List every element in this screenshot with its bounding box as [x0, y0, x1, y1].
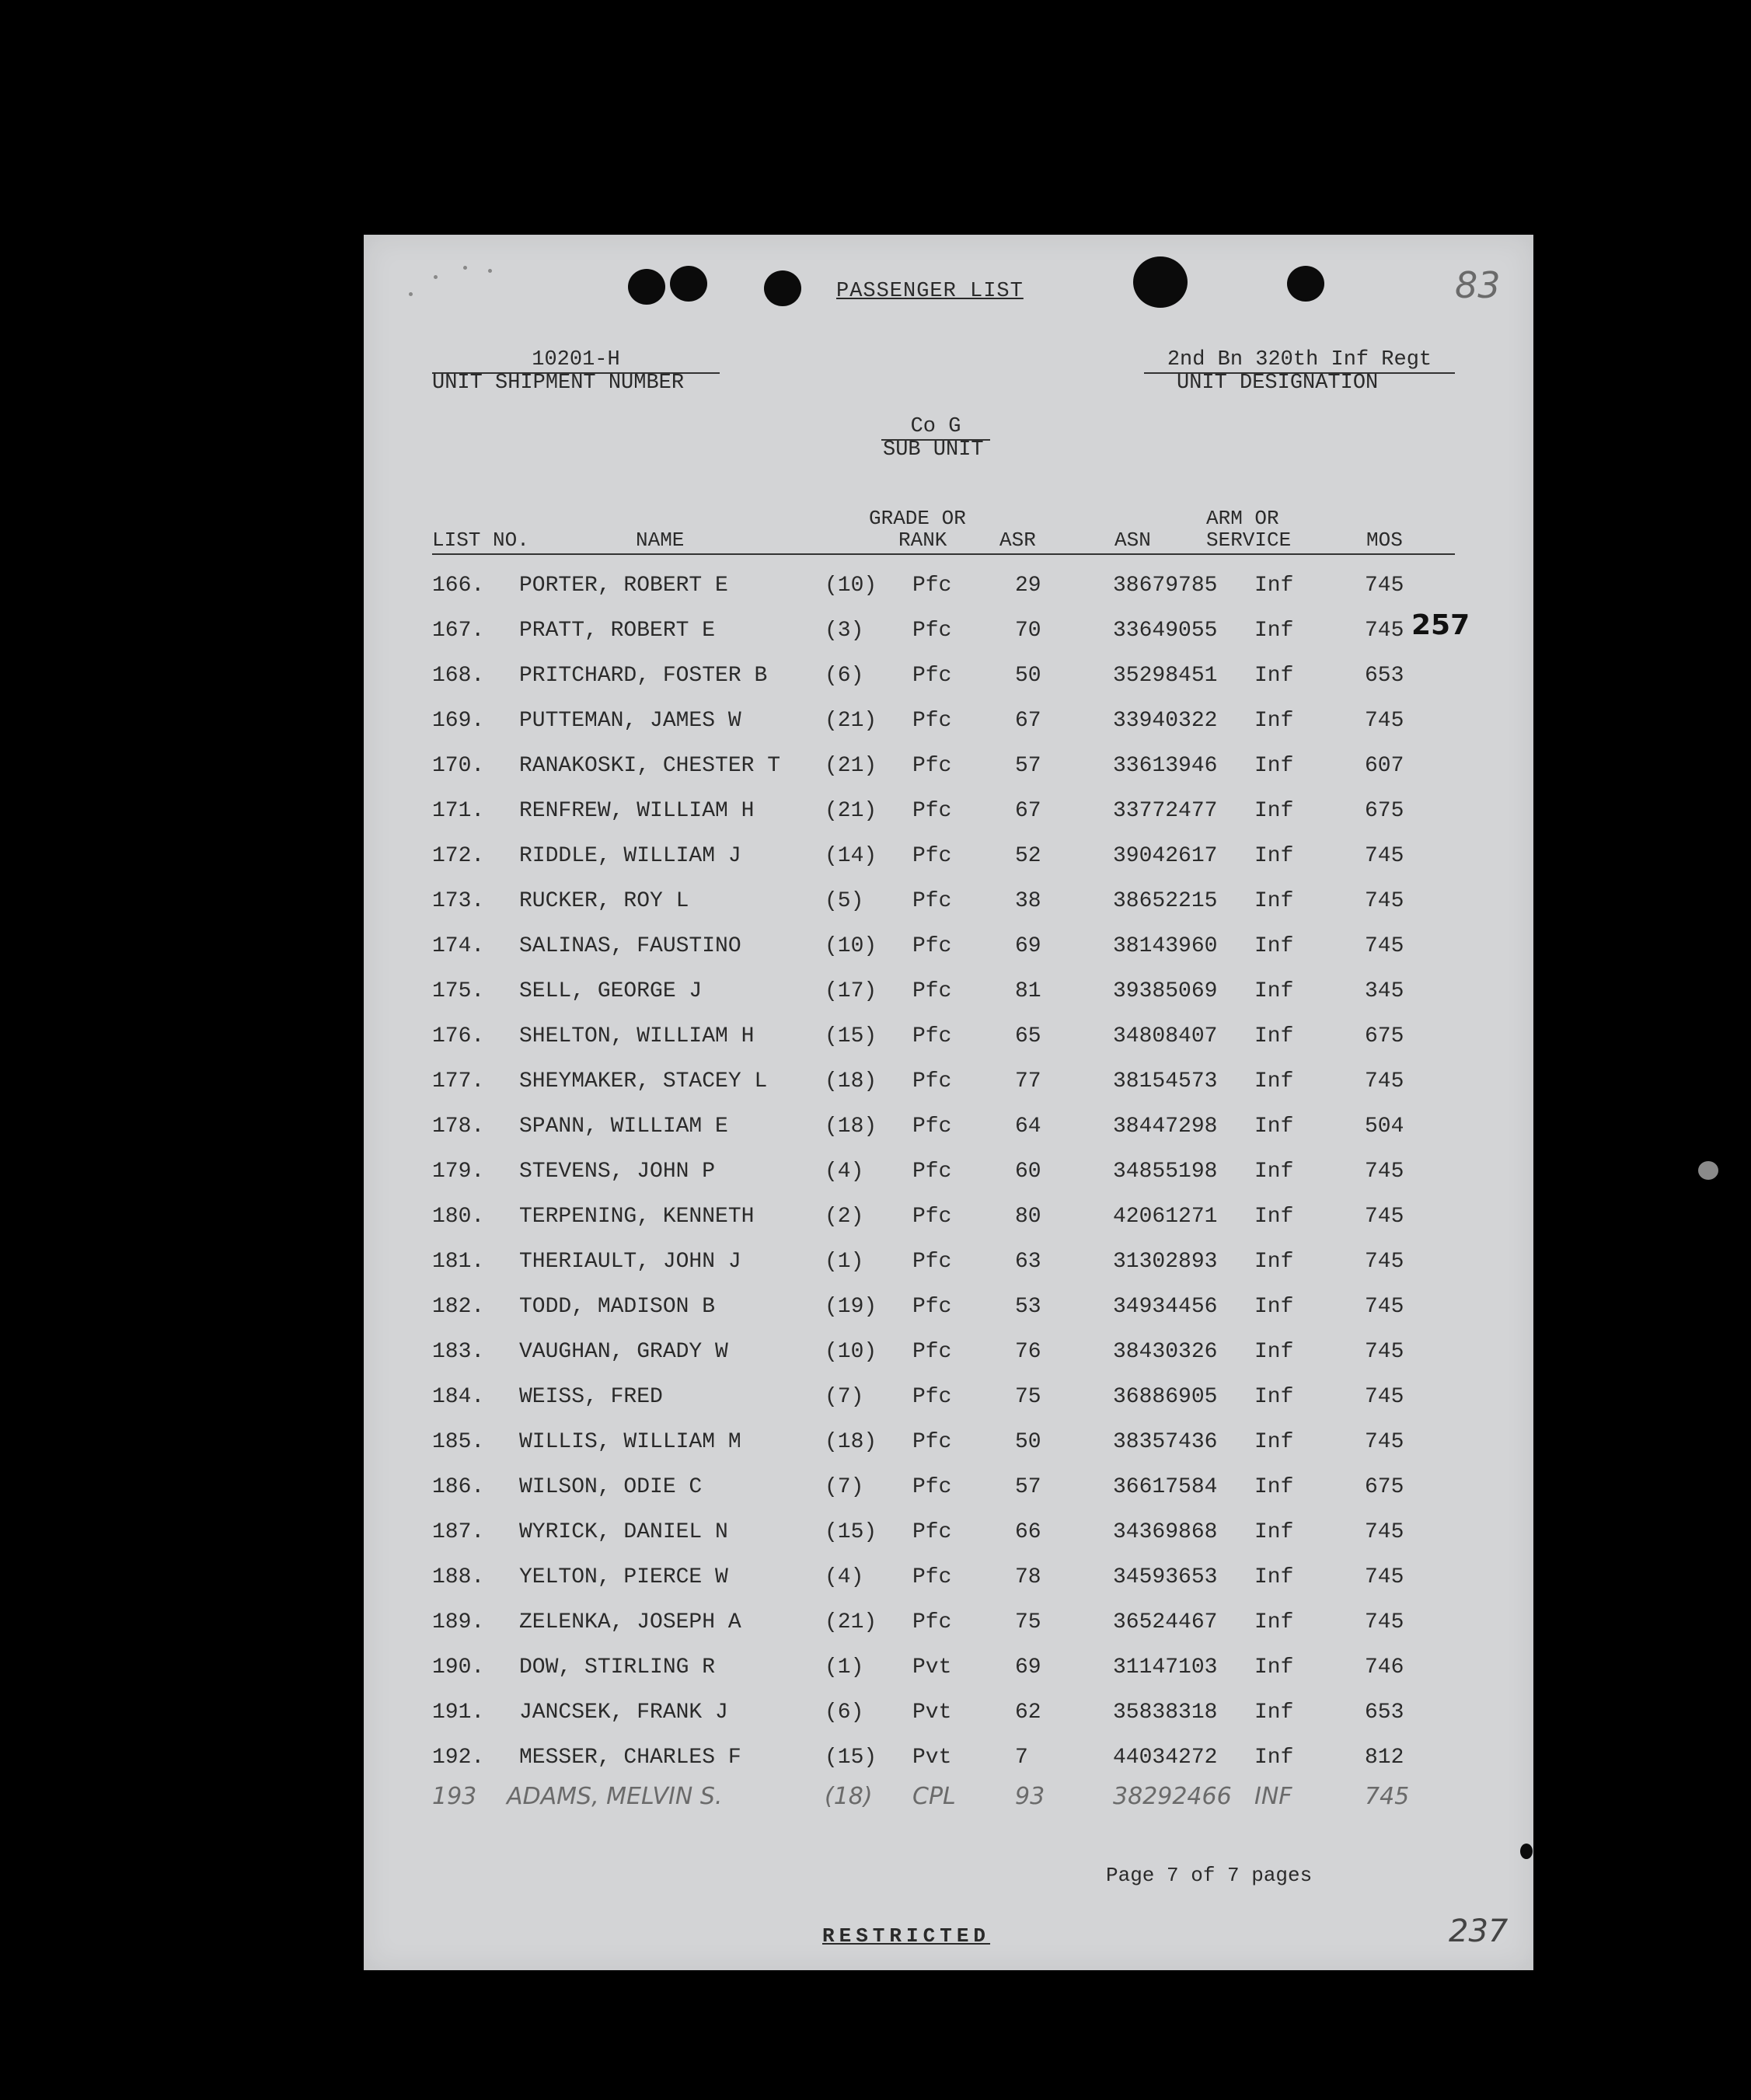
row-arm: Inf	[1254, 844, 1294, 868]
row-arm: Inf	[1254, 574, 1294, 598]
row-name: MESSER, CHARLES F	[519, 1746, 741, 1770]
row-asn: 35838318	[1113, 1701, 1218, 1725]
row-rank: Pfc	[912, 1340, 952, 1364]
row-grade: (15)	[825, 1746, 877, 1770]
table-row	[432, 1520, 1474, 1551]
row-name: SALINAS, FAUSTINO	[519, 934, 741, 958]
table-row	[432, 1024, 1474, 1055]
row-arm: Inf	[1254, 1701, 1294, 1725]
row-grade: (10)	[825, 934, 877, 958]
row-grade: (6)	[825, 664, 864, 688]
row-asr: 60	[1015, 1160, 1041, 1184]
row-rank: Pfc	[912, 619, 952, 643]
row-list-no: 190.	[432, 1655, 485, 1680]
row-mos: 745	[1365, 1205, 1404, 1229]
row-list-no: 186.	[432, 1475, 485, 1499]
row-list-no: 173.	[432, 889, 485, 913]
row-arm: Inf	[1254, 1205, 1294, 1229]
row-rank: Pfc	[912, 1295, 952, 1319]
row-grade: (7)	[825, 1385, 864, 1409]
row-rank: Pfc	[912, 1115, 952, 1139]
row-grade: (15)	[825, 1024, 877, 1048]
row-mos: 745	[1365, 1520, 1404, 1544]
row-grade: (18)	[825, 1069, 877, 1094]
page-info: Page 7 of 7 pages	[1106, 1864, 1313, 1887]
table-row	[432, 1069, 1474, 1101]
handwritten-row	[432, 1783, 1474, 1814]
row-asn: 38143960	[1113, 934, 1218, 958]
row-asr: 80	[1015, 1205, 1041, 1229]
row-grade: (21)	[825, 799, 877, 823]
row-asr: 75	[1015, 1385, 1041, 1409]
row-asr: 81	[1015, 979, 1041, 1003]
table-row	[432, 754, 1474, 785]
row-asr: 69	[1015, 1655, 1041, 1680]
table-row	[432, 1160, 1474, 1191]
row-asr: 38	[1015, 889, 1041, 913]
row-arm: Inf	[1254, 709, 1294, 733]
row-rank: Pfc	[912, 1160, 952, 1184]
row-mos: 653	[1365, 664, 1404, 688]
table-row	[432, 889, 1474, 920]
row-grade: (7)	[825, 1475, 864, 1499]
table-row	[432, 1701, 1474, 1732]
row-name: RANAKOSKI, CHESTER T	[519, 754, 781, 778]
table-row	[432, 979, 1474, 1010]
row-asn: 38292466	[1113, 1783, 1232, 1810]
row-asr: 29	[1015, 574, 1041, 598]
row-arm: Inf	[1254, 1385, 1294, 1409]
row-name: SHELTON, WILLIAM H	[519, 1024, 755, 1048]
speck	[1520, 1844, 1533, 1859]
row-mos: 345	[1365, 979, 1404, 1003]
row-grade: (5)	[825, 889, 864, 913]
classification-label: RESTRICTED	[822, 1924, 991, 1948]
row-list-no: 185.	[432, 1430, 485, 1454]
column-header-arm-line1: ARM OR	[1206, 507, 1279, 530]
row-asn: 36886905	[1113, 1385, 1218, 1409]
row-asn: 34808407	[1113, 1024, 1218, 1048]
row-name: SELL, GEORGE J	[519, 979, 703, 1003]
row-asn: 39385069	[1113, 979, 1218, 1003]
row-asr: 64	[1015, 1115, 1041, 1139]
row-name: RUCKER, ROY L	[519, 889, 689, 913]
row-asn: 38154573	[1113, 1069, 1218, 1094]
header-rule	[432, 553, 1455, 555]
row-list-no: 169.	[432, 709, 485, 733]
row-mos: 745	[1365, 709, 1404, 733]
table-row	[432, 1430, 1474, 1461]
row-name: ZELENKA, JOSEPH A	[519, 1610, 741, 1634]
sub-unit-label: SUB UNIT	[883, 438, 984, 462]
row-list-no: 174.	[432, 934, 485, 958]
column-header-grade-line1: GRADE OR	[869, 507, 966, 530]
row-grade: (21)	[825, 1610, 877, 1634]
row-arm: Inf	[1254, 619, 1294, 643]
row-mos: 746	[1365, 1655, 1404, 1680]
row-arm: Inf	[1254, 1115, 1294, 1139]
table-row	[432, 574, 1474, 605]
table-row	[432, 619, 1474, 650]
table-row	[432, 1475, 1474, 1506]
row-asr: 62	[1015, 1701, 1041, 1725]
row-rank: Pfc	[912, 979, 952, 1003]
row-asr: 70	[1015, 619, 1041, 643]
row-mos: 812	[1365, 1746, 1404, 1770]
row-grade: (2)	[825, 1205, 864, 1229]
row-rank: Pfc	[912, 1610, 952, 1634]
row-name: DOW, STIRLING R	[519, 1655, 716, 1680]
row-arm: Inf	[1254, 664, 1294, 688]
row-asr: 75	[1015, 1610, 1041, 1634]
row-mos: 675	[1365, 1024, 1404, 1048]
row-rank: Pfc	[912, 754, 952, 778]
row-list-no: 166.	[432, 574, 485, 598]
row-arm: Inf	[1254, 1069, 1294, 1094]
table-row	[432, 1655, 1474, 1687]
unit-shipment-number: 10201-H	[432, 348, 720, 374]
row-grade: (15)	[825, 1520, 877, 1544]
row-asn: 33940322	[1113, 709, 1218, 733]
row-arm: Inf	[1254, 1340, 1294, 1364]
row-asr: 67	[1015, 799, 1041, 823]
row-list-no: 172.	[432, 844, 485, 868]
row-arm: Inf	[1254, 1746, 1294, 1770]
row-mos: 745	[1365, 1430, 1404, 1454]
row-asr: 76	[1015, 1340, 1041, 1364]
punch-hole	[764, 270, 801, 306]
row-list-no: 171.	[432, 799, 485, 823]
row-rank: Pfc	[912, 1430, 952, 1454]
column-header-mos: MOS	[1366, 528, 1403, 552]
row-name: ADAMS, MELVIN S.	[507, 1783, 723, 1810]
row-mos: 745	[1365, 1295, 1404, 1319]
row-asn: 38652215	[1113, 889, 1218, 913]
stamp-number: 257	[1411, 609, 1470, 641]
row-mos: 653	[1365, 1701, 1404, 1725]
row-arm: Inf	[1254, 754, 1294, 778]
punch-hole	[628, 269, 665, 305]
column-header-grade-line2: RANK	[898, 528, 947, 552]
speck	[1698, 1161, 1718, 1180]
row-name: YELTON, PIERCE W	[519, 1565, 728, 1589]
row-list-no: 168.	[432, 664, 485, 688]
row-asr: 53	[1015, 1295, 1041, 1319]
row-grade: (19)	[825, 1295, 877, 1319]
table-row	[432, 934, 1474, 965]
row-name: RENFREW, WILLIAM H	[519, 799, 755, 823]
row-arm: Inf	[1254, 1024, 1294, 1048]
table-row	[432, 1295, 1474, 1326]
row-asn: 34369868	[1113, 1520, 1218, 1544]
row-asr: 65	[1015, 1024, 1041, 1048]
row-rank: Pfc	[912, 799, 952, 823]
column-header-list-no: LIST NO.	[432, 528, 529, 552]
row-grade: (1)	[825, 1655, 864, 1680]
row-asr: 50	[1015, 1430, 1041, 1454]
row-grade: (17)	[825, 979, 877, 1003]
row-list-no: 187.	[432, 1520, 485, 1544]
row-rank: Pvt	[912, 1701, 952, 1725]
row-arm: Inf	[1254, 1520, 1294, 1544]
row-mos: 745	[1365, 844, 1404, 868]
row-grade: (10)	[825, 1340, 877, 1364]
row-name: PRATT, ROBERT E	[519, 619, 716, 643]
row-asn: 31302893	[1113, 1250, 1218, 1274]
row-rank: Pfc	[912, 1565, 952, 1589]
row-rank: Pfc	[912, 709, 952, 733]
row-list-no: 175.	[432, 979, 485, 1003]
row-name: WILLIS, WILLIAM M	[519, 1430, 741, 1454]
row-arm: Inf	[1254, 1610, 1294, 1634]
row-list-no: 178.	[432, 1115, 485, 1139]
row-name: PRITCHARD, FOSTER B	[519, 664, 768, 688]
row-rank: Pfc	[912, 1024, 952, 1048]
row-mos: 745	[1365, 1565, 1404, 1589]
row-asr: 57	[1015, 754, 1041, 778]
row-asn: 35298451	[1113, 664, 1218, 688]
unit-shipment-label: UNIT SHIPMENT NUMBER	[432, 372, 685, 395]
row-name: SPANN, WILLIAM E	[519, 1115, 728, 1139]
row-mos: 745	[1365, 889, 1404, 913]
row-mos: 745	[1365, 1250, 1404, 1274]
punch-hole	[1133, 256, 1188, 308]
passenger-list-page	[364, 235, 1533, 1970]
table-row	[432, 1205, 1474, 1236]
row-name: JANCSEK, FRANK J	[519, 1701, 728, 1725]
row-mos: 745	[1365, 1069, 1404, 1094]
row-list-no: 180.	[432, 1205, 485, 1229]
row-arm: Inf	[1254, 1475, 1294, 1499]
row-arm: Inf	[1254, 1430, 1294, 1454]
row-rank: Pfc	[912, 1385, 952, 1409]
row-asn: 38430326	[1113, 1340, 1218, 1364]
row-rank: Pfc	[912, 1250, 952, 1274]
row-name: SHEYMAKER, STACEY L	[519, 1069, 768, 1094]
row-grade: (3)	[825, 619, 864, 643]
row-name: WILSON, ODIE C	[519, 1475, 703, 1499]
table-row	[432, 1746, 1474, 1777]
row-grade: (18)	[825, 1115, 877, 1139]
row-asr: 77	[1015, 1069, 1041, 1094]
row-name: VAUGHAN, GRADY W	[519, 1340, 728, 1364]
row-asn: 34855198	[1113, 1160, 1218, 1184]
row-rank: Pfc	[912, 1069, 952, 1094]
row-asr: 52	[1015, 844, 1041, 868]
row-list-no: 177.	[432, 1069, 485, 1094]
row-rank: Pvt	[912, 1746, 952, 1770]
row-asr: 67	[1015, 709, 1041, 733]
row-grade: (18)	[825, 1430, 877, 1454]
row-grade: (4)	[825, 1160, 864, 1184]
table-row	[432, 664, 1474, 695]
row-asn: 33649055	[1113, 619, 1218, 643]
row-name: PUTTEMAN, JAMES W	[519, 709, 741, 733]
row-list-no: 191.	[432, 1701, 485, 1725]
row-grade: (21)	[825, 754, 877, 778]
row-list-no: 183.	[432, 1340, 485, 1364]
table-row	[432, 1385, 1474, 1416]
sub-unit: Co G	[881, 415, 990, 441]
table-row	[432, 799, 1474, 830]
table-row	[432, 1250, 1474, 1281]
row-asr: 63	[1015, 1250, 1041, 1274]
column-header-name: NAME	[636, 528, 685, 552]
row-mos: 745	[1365, 1610, 1404, 1634]
row-list-no: 181.	[432, 1250, 485, 1274]
row-asn: 34934456	[1113, 1295, 1218, 1319]
table-row	[432, 1340, 1474, 1371]
row-mos: 745	[1365, 619, 1404, 643]
row-asr: 66	[1015, 1520, 1041, 1544]
row-grade: (6)	[825, 1701, 864, 1725]
row-grade: (14)	[825, 844, 877, 868]
row-arm: Inf	[1254, 1250, 1294, 1274]
row-asn: 36617584	[1113, 1475, 1218, 1499]
column-header-arm-line2: SERVICE	[1206, 528, 1292, 552]
row-name: WYRICK, DANIEL N	[519, 1520, 728, 1544]
punch-hole	[670, 266, 707, 302]
row-name: WEISS, FRED	[519, 1385, 663, 1409]
row-asr: 50	[1015, 664, 1041, 688]
row-list-no: 179.	[432, 1160, 485, 1184]
row-arm: INF	[1254, 1783, 1292, 1810]
table-row	[432, 1610, 1474, 1641]
row-list-no: 188.	[432, 1565, 485, 1589]
row-list-no: 170.	[432, 754, 485, 778]
row-arm: Inf	[1254, 979, 1294, 1003]
document-title: PASSENGER LIST	[836, 280, 1024, 303]
row-mos: 745	[1365, 1160, 1404, 1184]
row-grade: (18)	[825, 1783, 873, 1810]
row-mos: 607	[1365, 754, 1404, 778]
row-rank: Pfc	[912, 574, 952, 598]
row-asn: 33613946	[1113, 754, 1218, 778]
row-arm: Inf	[1254, 1160, 1294, 1184]
column-header-asn: ASN	[1114, 528, 1151, 552]
row-name: TERPENING, KENNETH	[519, 1205, 755, 1229]
row-mos: 745	[1365, 1783, 1410, 1810]
row-rank: Pfc	[912, 889, 952, 913]
row-asn: 38679785	[1113, 574, 1218, 598]
row-mos: 504	[1365, 1115, 1404, 1139]
row-rank: Pfc	[912, 844, 952, 868]
row-mos: 675	[1365, 1475, 1404, 1499]
table-row	[432, 1115, 1474, 1146]
row-arm: Inf	[1254, 799, 1294, 823]
row-asn: 39042617	[1113, 844, 1218, 868]
row-grade: (10)	[825, 574, 877, 598]
row-mos: 675	[1365, 799, 1404, 823]
table-row	[432, 1565, 1474, 1596]
row-rank: CPL	[912, 1783, 956, 1810]
speck	[463, 266, 467, 270]
row-rank: Pfc	[912, 934, 952, 958]
row-name: TODD, MADISON B	[519, 1295, 716, 1319]
row-asr: 7	[1015, 1746, 1028, 1770]
row-arm: Inf	[1254, 934, 1294, 958]
table-row	[432, 709, 1474, 740]
speck	[434, 275, 438, 279]
row-list-no: 189.	[432, 1610, 485, 1634]
row-rank: Pvt	[912, 1655, 952, 1680]
row-asn: 33772477	[1113, 799, 1218, 823]
table-row	[432, 844, 1474, 875]
unit-designation: 2nd Bn 320th Inf Regt	[1144, 348, 1455, 374]
row-mos: 745	[1365, 574, 1404, 598]
row-asr: 93	[1015, 1783, 1045, 1810]
row-asn: 31147103	[1113, 1655, 1218, 1680]
corner-note: 83	[1455, 264, 1501, 306]
row-grade: (1)	[825, 1250, 864, 1274]
row-name: RIDDLE, WILLIAM J	[519, 844, 741, 868]
row-grade: (21)	[825, 709, 877, 733]
unit-designation-label: UNIT DESIGNATION	[1177, 372, 1379, 395]
column-header-asr: ASR	[999, 528, 1036, 552]
row-list-no: 176.	[432, 1024, 485, 1048]
row-rank: Pfc	[912, 1205, 952, 1229]
row-list-no: 182.	[432, 1295, 485, 1319]
speck	[409, 292, 413, 296]
row-list-no: 184.	[432, 1385, 485, 1409]
row-rank: Pfc	[912, 1475, 952, 1499]
row-asn: 42061271	[1113, 1205, 1218, 1229]
punch-hole	[1287, 266, 1324, 302]
row-rank: Pfc	[912, 1520, 952, 1544]
row-asn: 34593653	[1113, 1565, 1218, 1589]
row-list-no: 193	[432, 1783, 477, 1810]
row-name: PORTER, ROBERT E	[519, 574, 728, 598]
row-mos: 745	[1365, 934, 1404, 958]
row-arm: Inf	[1254, 1295, 1294, 1319]
row-asn: 38357436	[1113, 1430, 1218, 1454]
row-arm: Inf	[1254, 1565, 1294, 1589]
row-rank: Pfc	[912, 664, 952, 688]
row-asr: 69	[1015, 934, 1041, 958]
row-name: THERIAULT, JOHN J	[519, 1250, 741, 1274]
row-asn: 38447298	[1113, 1115, 1218, 1139]
row-name: STEVENS, JOHN P	[519, 1160, 716, 1184]
row-mos: 745	[1365, 1385, 1404, 1409]
speck	[488, 269, 492, 273]
row-arm: Inf	[1254, 1655, 1294, 1680]
row-asn: 44034272	[1113, 1746, 1218, 1770]
row-list-no: 167.	[432, 619, 485, 643]
row-asr: 78	[1015, 1565, 1041, 1589]
row-grade: (4)	[825, 1565, 864, 1589]
bottom-note: 237	[1449, 1913, 1509, 1949]
row-arm: Inf	[1254, 889, 1294, 913]
row-mos: 745	[1365, 1340, 1404, 1364]
row-asr: 57	[1015, 1475, 1041, 1499]
row-list-no: 192.	[432, 1746, 485, 1770]
row-asn: 36524467	[1113, 1610, 1218, 1634]
